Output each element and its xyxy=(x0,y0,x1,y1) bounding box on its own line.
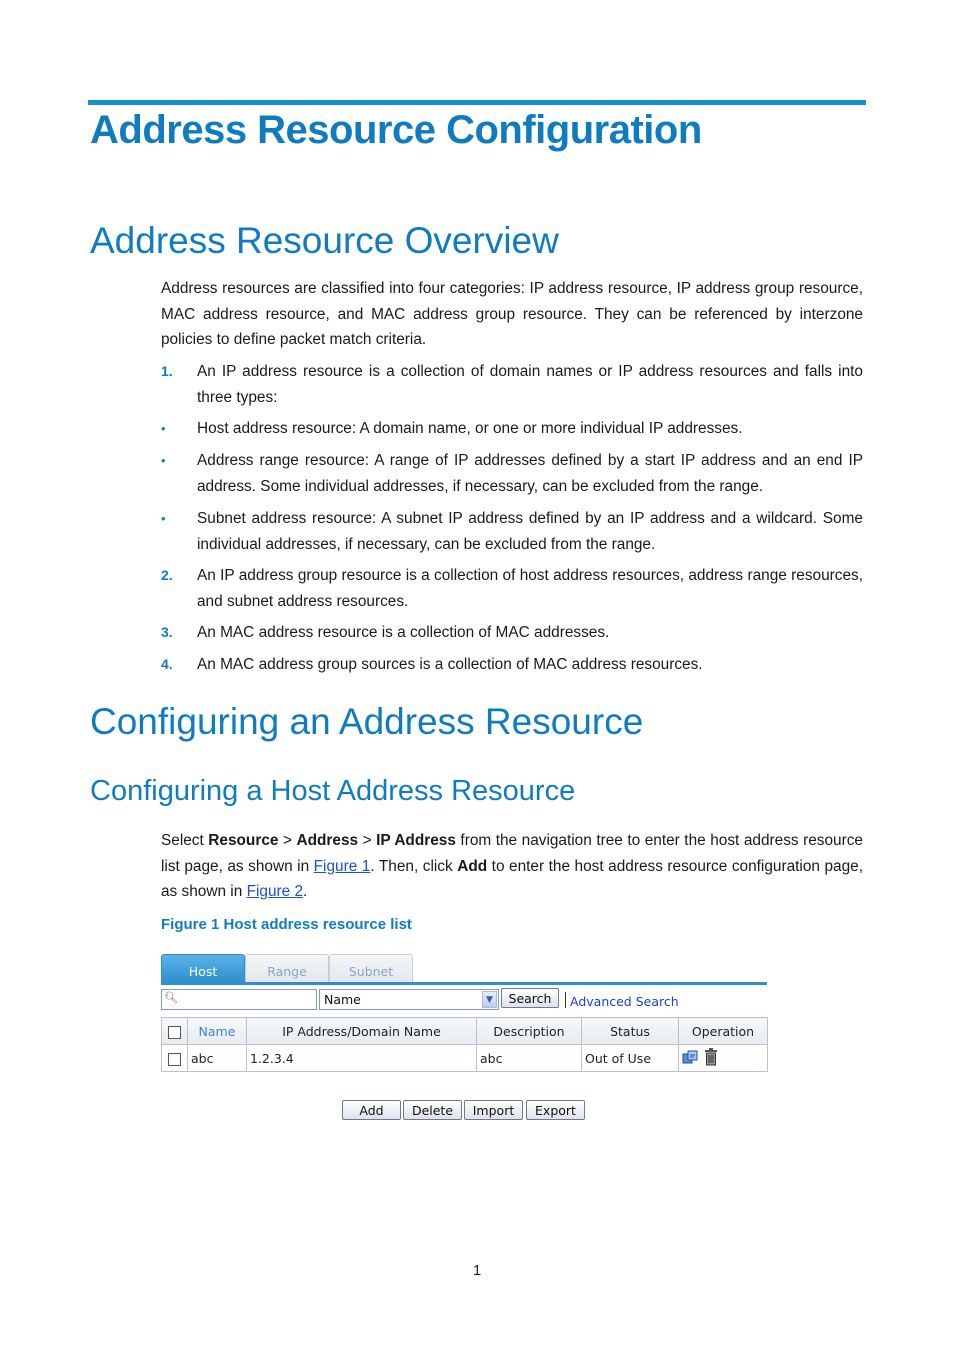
search-icon: 🔍︎ xyxy=(164,991,178,1004)
cell-operation xyxy=(679,1045,768,1072)
edit-icon[interactable] xyxy=(682,1049,700,1068)
add-button[interactable]: Add xyxy=(342,1100,401,1120)
subsection-heading-host: Configuring a Host Address Resource xyxy=(90,775,576,807)
tab-range[interactable]: Range xyxy=(245,954,329,983)
overview-intro: Address resources are classified into four categories: IP address resource, IP address group resource, MAC address resource, and MAC address group resource. They can be referenced by interzone policies to define packet match criteria. xyxy=(161,280,863,349)
list-item: 2. An IP address group resource is a collection of host address resources, address range resources, and subnet address resources. xyxy=(161,567,863,610)
list-item: • Subnet address resource: A subnet IP address defined by an IP address and a wildcard. Some individual addresses, if necessary, can be excluded from the range. xyxy=(161,506,863,557)
delete-icon[interactable] xyxy=(704,1048,718,1069)
cell-status: Out of Use xyxy=(582,1045,679,1072)
figure-2-link[interactable]: Figure 2 xyxy=(246,883,304,901)
cell-description: abc xyxy=(477,1045,582,1072)
list-item: 4. An MAC address group sources is a collection of MAC address resources. xyxy=(161,656,703,673)
section-heading-configuring: Configuring an Address Resource xyxy=(90,701,644,742)
search-input[interactable] xyxy=(161,989,317,1010)
row-checkbox[interactable] xyxy=(168,1053,181,1066)
column-header-description: Description xyxy=(477,1018,582,1045)
host-address-list-figure xyxy=(161,954,767,1134)
table-row xyxy=(162,1045,768,1072)
import-button[interactable]: Import xyxy=(464,1100,523,1120)
bullet-icon: • xyxy=(161,421,166,436)
list-item: • Host address resource: A domain name, or one or more individual IP addresses. xyxy=(161,416,863,442)
search-field-select[interactable]: Name ▼ xyxy=(319,989,499,1010)
tab-underline xyxy=(161,982,767,985)
column-header-name[interactable]: Name xyxy=(188,1018,247,1045)
title-rule xyxy=(88,100,866,105)
page-title: Address Resource Configuration xyxy=(90,108,702,152)
list-item: • Address range resource: A range of IP addresses defined by a start IP address and an end IP address. Some individual addresses, if necessary, can be excluded from the range. xyxy=(161,448,863,499)
figure-caption: Figure 1 Host address resource list xyxy=(161,916,412,933)
table-header-row xyxy=(162,1018,768,1045)
chevron-down-icon[interactable]: ▼ xyxy=(482,991,497,1008)
tab-host[interactable]: Host xyxy=(161,954,245,983)
delete-button[interactable]: Delete xyxy=(403,1100,462,1120)
row-select-cell xyxy=(162,1045,188,1072)
separator xyxy=(565,992,566,1008)
select-all-cell xyxy=(162,1018,188,1045)
page-number: 1 xyxy=(472,1262,482,1279)
list-item: 1. An IP address resource is a collection of domain names or IP address resources and falls into three types: xyxy=(161,363,863,406)
cell-name: abc xyxy=(188,1045,247,1072)
section-heading-overview: Address Resource Overview xyxy=(90,220,559,261)
select-all-checkbox[interactable] xyxy=(168,1026,181,1039)
bullet-icon: • xyxy=(161,453,166,468)
list-item: 3. An MAC address resource is a collection of MAC addresses. xyxy=(161,624,610,641)
figure-1-link[interactable]: Figure 1 xyxy=(313,857,371,875)
advanced-search-link[interactable]: Advanced Search xyxy=(570,994,679,1009)
host-intro-paragraph: Select Resource > Address > IP Address from the navigation tree to enter the host address resource list page, as shown in Figure 1. Then, click Add to enter the host address resource configuration page, as shown in Figure 2. xyxy=(161,832,863,901)
column-header-ip: IP Address/Domain Name xyxy=(247,1018,477,1045)
export-button[interactable]: Export xyxy=(526,1100,585,1120)
column-header-operation: Operation xyxy=(679,1018,768,1045)
cell-ip: 1.2.3.4 xyxy=(247,1045,477,1072)
bullet-icon: • xyxy=(161,511,166,526)
host-table xyxy=(161,1017,768,1072)
tab-subnet[interactable]: Subnet xyxy=(329,954,413,983)
search-button[interactable]: Search xyxy=(501,988,559,1008)
column-header-status: Status xyxy=(582,1018,679,1045)
